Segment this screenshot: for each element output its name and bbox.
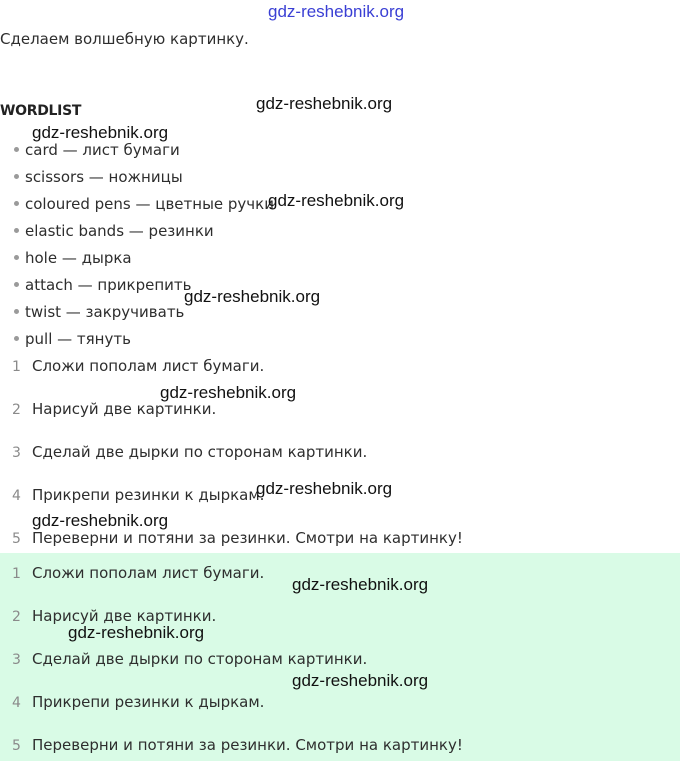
answer-step-item: 1 Сложи пополам лист бумаги. <box>12 564 265 582</box>
answer-step-item: 5 Переверни и потяни за резинки. Смотри на картинку! <box>12 736 463 754</box>
watermark: gdz-reshebnik.org <box>160 383 297 402</box>
step-item: 3 Сделай две дырки по сторонам картинки. <box>12 443 368 461</box>
bullet-icon <box>14 201 19 206</box>
wordlist-item: card — лист бумаги <box>14 141 180 159</box>
answer-step-item: 4 Прикрепи резинки к дыркам. <box>12 693 265 711</box>
answer-step-item: 3 Сделай две дырки по сторонам картинки. <box>12 650 368 668</box>
watermark: gdz-reshebnik.org <box>292 671 429 690</box>
watermark-top: gdz-reshebnik.org <box>268 2 405 21</box>
bullet-icon <box>14 309 19 314</box>
watermark: gdz-reshebnik.org <box>268 191 405 210</box>
wordlist-item: elastic bands — резинки <box>14 222 214 240</box>
bullet-icon <box>14 228 19 233</box>
wordlist-item: coloured pens — цветные ручки <box>14 195 274 213</box>
bullet-icon <box>14 336 19 341</box>
wordlist-item: attach — прикрепить <box>14 276 191 294</box>
intro-text: Сделаем волшебную картинку. <box>0 30 249 48</box>
wordlist-item: pull — тянуть <box>14 330 131 348</box>
bullet-icon <box>14 174 19 179</box>
bullet-icon <box>14 147 19 152</box>
watermark: gdz-reshebnik.org <box>292 575 429 594</box>
step-item: 4 Прикрепи резинки к дыркам. <box>12 486 265 504</box>
watermark: gdz-reshebnik.org <box>68 623 205 642</box>
step-item: 2 Нарисуй две картинки. <box>12 400 217 418</box>
bullet-icon <box>14 282 19 287</box>
wordlist-item: hole — дырка <box>14 249 132 267</box>
answer-step-item: 2 Нарисуй две картинки. <box>12 607 217 625</box>
watermark: gdz-reshebnik.org <box>256 94 393 113</box>
wordlist-item: scissors — ножницы <box>14 168 183 186</box>
step-item: 5 Переверни и потяни за резинки. Смотри на картинку! <box>12 529 463 547</box>
bullet-icon <box>14 255 19 260</box>
watermark: gdz-reshebnik.org <box>32 511 169 530</box>
watermark: gdz-reshebnik.org <box>256 479 393 498</box>
wordlist-title: WORDLIST <box>0 103 82 119</box>
watermark: gdz-reshebnik.org <box>184 287 321 306</box>
watermark: gdz-reshebnik.org <box>32 123 169 142</box>
step-item: 1 Сложи пополам лист бумаги. <box>12 357 265 375</box>
wordlist-item: twist — закручивать <box>14 303 184 321</box>
